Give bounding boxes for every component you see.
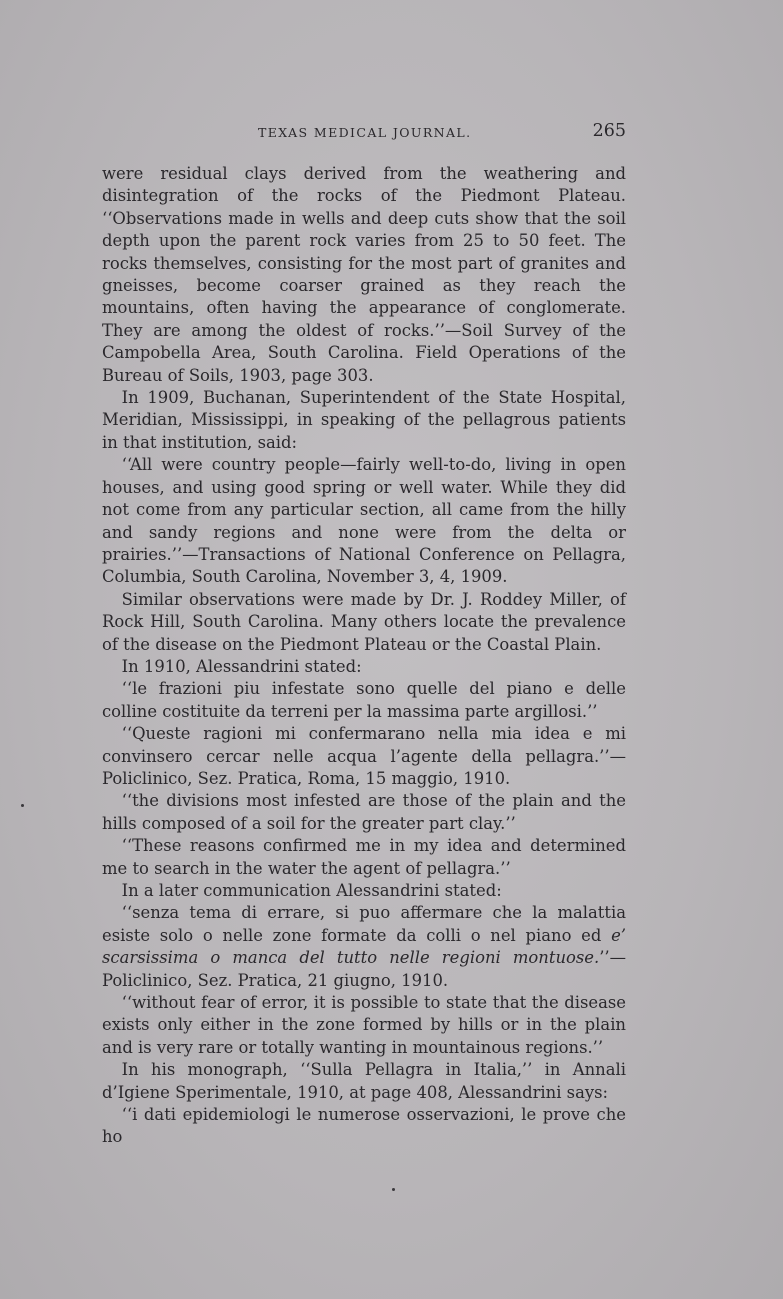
translation-divisions: ‘‘the divisions most infested are those of the plain and the hills composed of a soil for the greater part clay.’’ [102,791,626,833]
quote-senza-tema-start: ‘‘senza tema di errare, si puo affermare che la malattia esiste solo o nelle zone formate da colli o nel piano ed [102,903,626,945]
running-title: TEXAS MEDICAL JOURNAL. [258,125,472,140]
paragraph-buchanan: In 1909, Buchanan, Superintendent of the State Hospital, Meridian, Mississippi, in speaking of the pellagrous patients in that institution, said: [102,388,626,452]
quote-italian-ragioni: ‘‘Queste ragioni mi confermarano nella mia idea e mi convinsero cercar nelle acqua l’agente della pellagra.’’—Policlinico, Sez. Pratica, Roma, 15 maggio, 1910. [102,724,626,788]
paragraph-later-communication: In a later communication Alessandrini stated: [121,881,502,900]
paragraph-miller: Similar observations were made by Dr. J. Roddey Miller, of Rock Hill, South Carolina. Many others locate the prevalence of the disease on the Piedmont Plateau or the Coastal Plain. [102,589,626,654]
translation-without-fear: ‘‘without fear of error, it is possible to state that the disease exists only either in the zone formed by hills or in the plain and is very rare or totally wanting in mountainous regions.’’ [102,993,626,1057]
quote-italian-frazioni: ‘‘le frazioni piu infestate sono quelle del piano e delle colline costituite da terreni per la massima parte argillosi.’’ [102,679,626,721]
running-head [102,121,626,145]
quote-senza-tema-citation: ’’—Policlinico, Sez. Pratica, 21 giugno, 1910. [102,948,626,990]
paragraph-soil-survey: were residual clays derived from the weathering and disintegration of the rocks of the Piedmont Plateau. ‘‘Observations made in wells and deep cuts show that the soil depth upon the parent rock varies from 25 to 50 feet. The rocks themselves, consisting for the most part of granites and gneisses, become coarser grained as they reach the mountains, often having the appearance of conglomerate. They are among the oldest of rocks.’’—Soil Survey of the Campobella Area, South Carolina. Field Operations of the Bureau of Soils, 1903, page 303. [102,164,626,385]
scan-speck [21,804,24,807]
quote-italian-dati: ‘‘i dati epidemiologi le numerose osservazioni, le prove che ho [102,1105,626,1147]
paragraph-monograph: In his monograph, ‘‘Sulla Pellagra in Italia,’’ in Annali d’Igiene Sperimentale, 1910, at page 408, Alessandrini says: [102,1060,626,1102]
quote-italian-senza-tema [102,902,626,992]
page-number: 265 [592,121,626,141]
translation-reasons: ‘‘These reasons confirmed me in my idea and determined me to search in the water the agent of pellagra.’’ [102,836,626,878]
quote-buchanan: ‘‘All were country people—fairly well-to-do, living in open houses, and using good spring or well water. While they did not come from any particular section, all came from the hilly and sandy regions and none were from the delta or prairies.’’—Transactions of National Conference on Pellagra, Columbia, South Carolina, November 3, 4, 1909. [102,455,626,587]
scan-speck [392,1188,395,1191]
quote-senza-tema-italic: e’ scarsissima o manca del tutto nelle regioni montuose. [102,925,626,968]
body-text [102,163,626,1149]
paragraph-alessandrini-1910: In 1910, Alessandrini stated: [121,656,362,676]
